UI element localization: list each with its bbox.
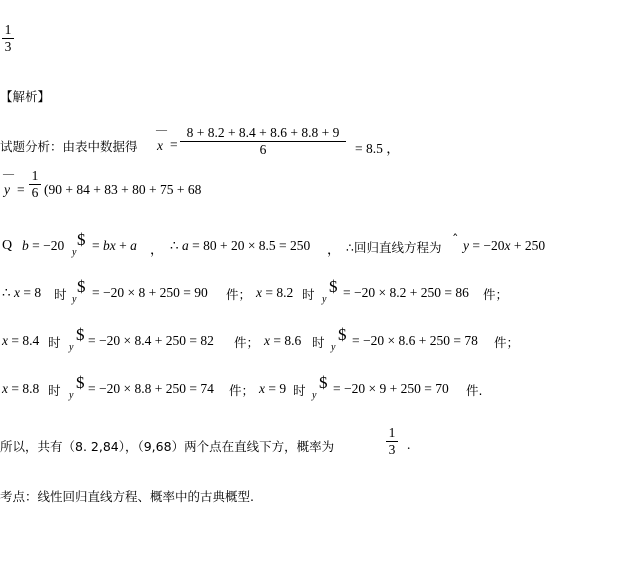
calc-2-jian2: 件； bbox=[494, 335, 520, 350]
mean-x-numerator: 8 + 8.2 + 8.4 + 8.6 + 8.8 + 9 bbox=[186, 125, 340, 140]
q-symbol: Q bbox=[2, 238, 13, 253]
b-value: b = −20 bbox=[22, 238, 65, 253]
regression-equation: y = −20x + 250 bbox=[463, 238, 546, 253]
calc-3-jian: 件； bbox=[229, 383, 255, 398]
calc-3-expr2: = −20 × 9 + 250 = 70 bbox=[333, 381, 449, 396]
calc-3-jian2: 件. bbox=[466, 383, 483, 398]
mean-x-fraction bbox=[180, 125, 346, 158]
one-sixth-denominator: 6 bbox=[31, 185, 39, 200]
probability-fraction bbox=[386, 425, 398, 458]
answer-fraction bbox=[2, 22, 14, 55]
calc-1-jian: 件； bbox=[226, 287, 252, 302]
mean-y-expression: (90 + 84 + 83 + 80 + 75 + 68 bbox=[44, 182, 202, 197]
yhat-symbol: $ bbox=[76, 373, 85, 392]
calc-3-shi: 时 bbox=[48, 383, 61, 398]
xbar-overline: — bbox=[156, 124, 167, 136]
yhat-y: y bbox=[72, 247, 77, 258]
yhat-y: y bbox=[69, 390, 74, 401]
probability-numerator: 1 bbox=[388, 425, 396, 440]
section-header: 【解析】 bbox=[0, 89, 51, 104]
calc-1-jian2: 件； bbox=[483, 287, 509, 302]
calc-3-cond2: x = 9 bbox=[259, 381, 287, 396]
sep1: ， bbox=[150, 242, 164, 257]
calc-3-shi2: 时 bbox=[293, 383, 306, 398]
a-calculation: ∴ a = 80 + 20 × 8.5 = 250 bbox=[170, 238, 311, 253]
conclusion-end: . bbox=[407, 437, 411, 452]
calc-2-cond2: x = 8.6 bbox=[264, 333, 302, 348]
ybar-equals: = bbox=[17, 182, 25, 197]
yhat-equation: = bx + a bbox=[92, 238, 137, 253]
calc-1-expr: = −20 × 8 + 250 = 90 bbox=[92, 285, 208, 300]
calc-3-expr: = −20 × 8.8 + 250 = 74 bbox=[88, 381, 214, 396]
calc-2-cond: x = 8.4 bbox=[2, 333, 40, 348]
mean-x-denominator: 6 bbox=[259, 142, 267, 157]
one-sixth-fraction bbox=[29, 168, 41, 201]
yhat-symbol: $ bbox=[77, 230, 86, 249]
xbar-var: x bbox=[157, 138, 163, 153]
calc-1-shi: 时 bbox=[54, 287, 67, 302]
yhat-symbol: $ bbox=[338, 325, 347, 344]
answer-numerator: 1 bbox=[4, 22, 12, 37]
answer-denominator: 3 bbox=[4, 39, 12, 54]
calc-2-expr: = −20 × 8.4 + 250 = 82 bbox=[88, 333, 214, 348]
calc-3-cond: x = 8.8 bbox=[2, 381, 40, 396]
yhat-symbol: $ bbox=[329, 277, 338, 296]
conclusion-text: 所以，共有（8. 2,84），（9,68）两个点在直线下方，概率为 bbox=[0, 439, 335, 454]
yhat-y: y bbox=[322, 294, 327, 305]
calc-1-expr2: = −20 × 8.2 + 250 = 86 bbox=[343, 285, 469, 300]
yhat-symbol: $ bbox=[77, 277, 86, 296]
calc-1-cond: ∴ x = 8 bbox=[2, 285, 42, 300]
analysis-prefix: 试题分析：由表中数据得 bbox=[0, 139, 138, 154]
test-points: 考点：线性回归直线方程、概率中的古典概型. bbox=[0, 489, 254, 504]
yhat-y: y bbox=[69, 342, 74, 353]
calc-2-expr2: = −20 × 8.6 + 250 = 78 bbox=[352, 333, 478, 348]
hat-mark: ˆ bbox=[452, 233, 459, 248]
xbar-symbol bbox=[157, 138, 163, 154]
regression-intro: ∴回归直线方程为 bbox=[346, 240, 442, 255]
yhat-symbol: $ bbox=[76, 325, 85, 344]
yhat-symbol: $ bbox=[319, 373, 328, 392]
calc-2-jian: 件； bbox=[234, 335, 260, 350]
yhat-y: y bbox=[312, 390, 317, 401]
ybar-symbol bbox=[4, 182, 10, 198]
ybar-overline: — bbox=[3, 168, 14, 180]
ybar-var: y bbox=[4, 182, 10, 197]
calc-2-shi: 时 bbox=[48, 335, 61, 350]
calc-1-shi2: 时 bbox=[302, 287, 315, 302]
one-sixth-numerator: 1 bbox=[31, 168, 39, 183]
calc-2-shi2: 时 bbox=[312, 335, 325, 350]
probability-denominator: 3 bbox=[388, 442, 396, 457]
yhat-y: y bbox=[72, 294, 77, 305]
mean-x-result: = 8.5 ， bbox=[355, 141, 400, 156]
xbar-equals: = bbox=[170, 137, 178, 152]
yhat-y: y bbox=[331, 342, 336, 353]
calc-1-cond2: x = 8.2 bbox=[256, 285, 294, 300]
sep2: ， bbox=[327, 242, 341, 257]
